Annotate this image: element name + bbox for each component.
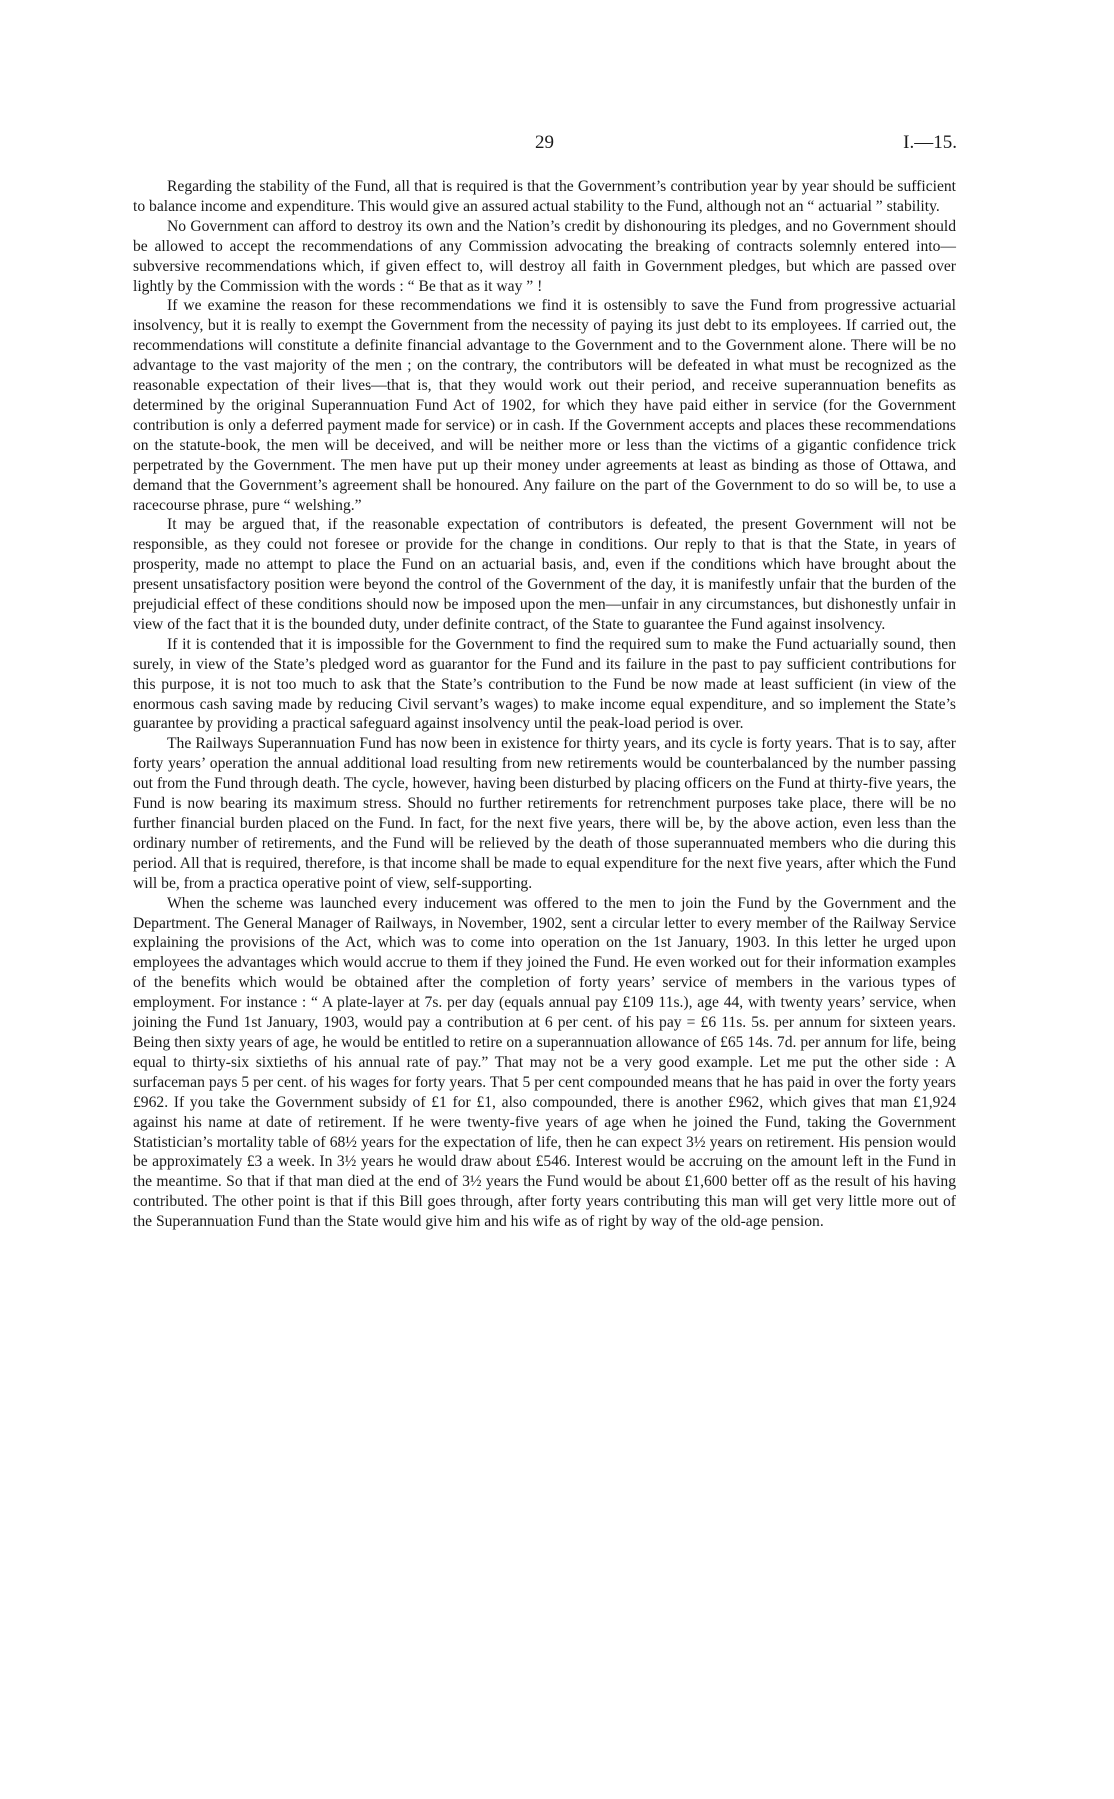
paragraph: The Railways Superannuation Fund has now been in existence for thirty years, and its cycle is forty years. That is to say, after forty years’ operation the annual additional load resulting from new retirements would be counterbalanced by the number passing out from the Fund through death. The cycle, however, having been disturbed by placing officers on the Fund at thirty-five years, the Fund is now bearing its maximum stress. Should no further retirements for retrenchment purposes take place, there will be no further financial burden placed on the Fund. In fact, for the next five years, there will be, by the above action, even less than the ordinary number of retirements, and the Fund will be relieved by the death of those superannuated members who die during this period. All that is required, therefore, is that income shall be made to equal expenditure for the next five years, after which the Fund will be, from a practica operative point of view, self-supporting.: [133, 735, 956, 892]
document-reference: I.—15.: [903, 132, 957, 153]
paragraph: Regarding the stability of the Fund, all that is required is that the Government’s contribution year by year should be sufficient to balance income and expenditure. This would give an assured actual stability to the Fund, although not an “ actuarial ” stability.: [133, 178, 956, 215]
paragraph: It may be argued that, if the reasonable expectation of contributors is defeated, the present Government will not be responsible, as they could not foresee or provide for the change in conditions. Our reply to that is that the State, in years of prosperity, made no attempt to place the Fund on an actuarial basis, and, even if the conditions which have brought about the present unsatisfactory position were beyond the control of the Government of the day, it is manifestly unfair that the burden of the prejudicial effect of these conditions should now be imposed upon the men—unfair in any circumstances, but dishonestly unfair in view of the fact that it is the bounded duty, under definite contract, of the State to guarantee the Fund against insolvency.: [133, 516, 956, 633]
body-text: [133, 177, 956, 1232]
page-header: [0, 132, 1114, 156]
paragraph: If it is contended that it is impossible for the Government to find the required sum to make the Fund actuarially sound, then surely, in view of the State’s pledged word as guarantor for the Fund and its failure in the past to pay sufficient contributions for this purpose, it is not too much to ask that the State’s contribution to the Fund be now made at least sufficient (in view of the enormous cash saving made by reducing Civil servant’s wages) to make income equal expenditure, and so implement the State’s guarantee by providing a practical safeguard against insolvency until the peak-load period is over.: [133, 635, 956, 733]
paragraph: When the scheme was launched every inducement was offered to the men to join the Fund by the Government and the Department. The General Manager of Railways, in November, 1902, sent a circular letter to every member of the Railway Service explaining the provisions of the Act, which was to come into operation on the 1st January, 1903. In this letter he urged upon employees the advantages which would accrue to them if they joined the Fund. He even worked out for their information examples of the benefits which would be obtained after the completion of forty years’ service of members in the various types of employment. For instance : “ A plate-layer at 7s. per day (equals annual pay £109 11s.), age 44, with twenty years’ service, when joining the Fund 1st January, 1903, would pay a contribution at 6 per cent. of his pay = £6 11s. 5s. per annum for sixteen years. Being then sixty years of age, he would be entitled to retire on a superannuation allowance of £65 14s. 7d. per annum for life, being equal to thirty-six sixtieths of his annual rate of pay.” That may not be a very good example. Let me put the other side : A surfaceman pays 5 per cent. of his wages for forty years. That 5 per cent compounded means that he has paid in over the forty years £962. If you take the Government subsidy of £1 for £1, also compounded, there is another £962, which gives that man £1,924 against his name at date of retirement. If he were twenty-five years of age when he joined the Fund, taking the Government Statistician’s mortality table of 68½ years for the expectation of life, then he can expect 3½ years on retirement. His pension would be approximately £3 a week. In 3½ years he would draw about £546. Interest would be accruing on the amount left in the Fund in the meantime. So that if that man died at the end of 3½ years the Fund would be about £1,600 better off as the result of his having contributed. The other point is that if this Bill goes through, after forty years contributing this man will get very little more out of the Superannuation Fund than the State would give him and his wife as of right by way of the old-age pension.: [133, 894, 956, 1231]
paragraph: If we examine the reason for these recommendations we find it is ostensibly to save the Fund from progressive actuarial insolvency, but it is really to exempt the Government from the necessity of paying its just debt to its employees. If carried out, the recommendations will constitute a definite financial advantage to the Government and to the Government alone. There will be no advantage to the vast majority of the men ; on the contrary, the contributors will be defeated in what must be recognized as the reasonable expectation of their lives—that is, that they would work out their period, and receive superannuation benefits as determined by the original Superannuation Fund Act of 1902, for which they have paid either in service (for the Government contribution is only a deferred payment made for service) or in cash. If the Government accepts and places these recommendations on the statute-book, the men will be deceived, and will be neither more or less than the victims of a gigantic confidence trick perpetrated by the Government. The men have put up their money under agreements at least as binding as those of Ottawa, and demand that the Government’s agreement shall be honoured. Any failure on the part of the Government to do so will be, to use a racecourse phrase, pure “ welshing.”: [133, 297, 956, 514]
page-number: 29: [535, 132, 554, 153]
paragraph: No Government can afford to destroy its own and the Nation’s credit by dishonouring its pledges, and no Government should be allowed to accept the recommendations of any Commission advocating the breaking of contracts solemnly entered into—subversive recommendations which, if given effect to, will destroy all faith in Government pledges, but which are passed over lightly by the Commission with the words : “ Be that as it way ” !: [133, 217, 956, 295]
